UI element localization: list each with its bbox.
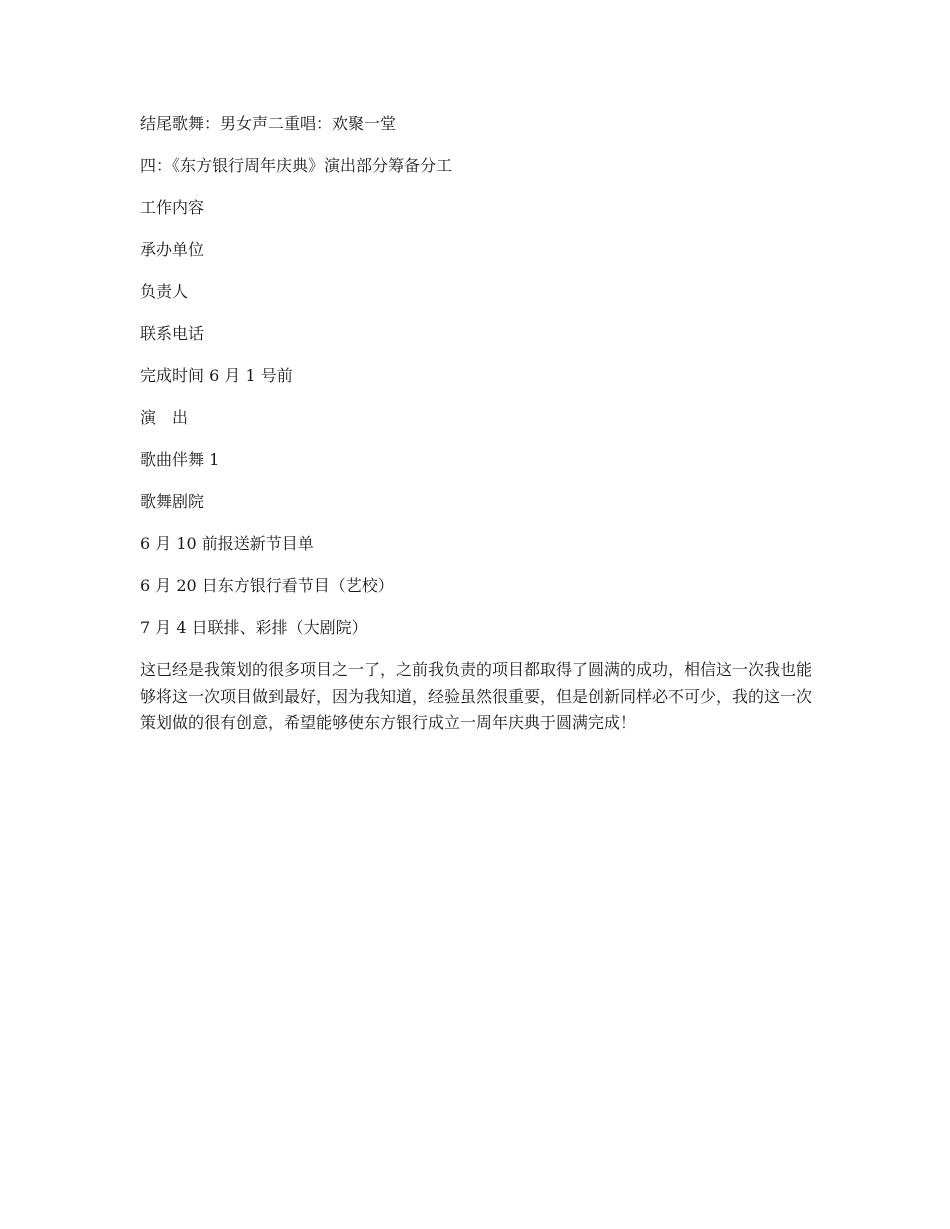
text-line-organizer: 承办单位	[140, 240, 205, 259]
text-line-program-review: 6 月 20 日东方银行看节目（艺校）	[140, 576, 394, 595]
text-line-rehearsal: 7 月 4 日联排、彩排（大剧院）	[140, 618, 368, 637]
closing-paragraph: 这已经是我策划的很多项目之一了，之前我负责的项目都取得了圆满的成功，相信这一次我也能够将这一次项目做到最好，因为我知道，经验虽然很重要，但是创新同样必不可少，我的这一次策划做的很有创意，希望能够使东方银行成立一周年庆典于圆满完成！	[140, 660, 813, 732]
text-line-theatre: 歌舞剧院	[140, 492, 205, 511]
text-line-song-dance: 歌曲伴舞 1	[140, 450, 220, 469]
section-heading-division-of-work: 四：《东方银行周年庆典》演出部分筹备分工	[140, 156, 453, 175]
text-line-work-content: 工作内容	[140, 198, 205, 217]
text-line-completion-time: 完成时间 6 月 1 号前	[140, 366, 293, 385]
text-line-closing-song: 结尾歌舞：男女声二重唱：欢聚一堂	[140, 114, 397, 133]
text-line-contact-phone: 联系电话	[140, 324, 205, 343]
text-line-program-list-deadline: 6 月 10 前报送新节目单	[140, 534, 314, 553]
text-line-performance: 演 出	[140, 408, 189, 427]
text-line-person-in-charge: 负责人	[140, 282, 189, 301]
document-body	[140, 111, 812, 737]
